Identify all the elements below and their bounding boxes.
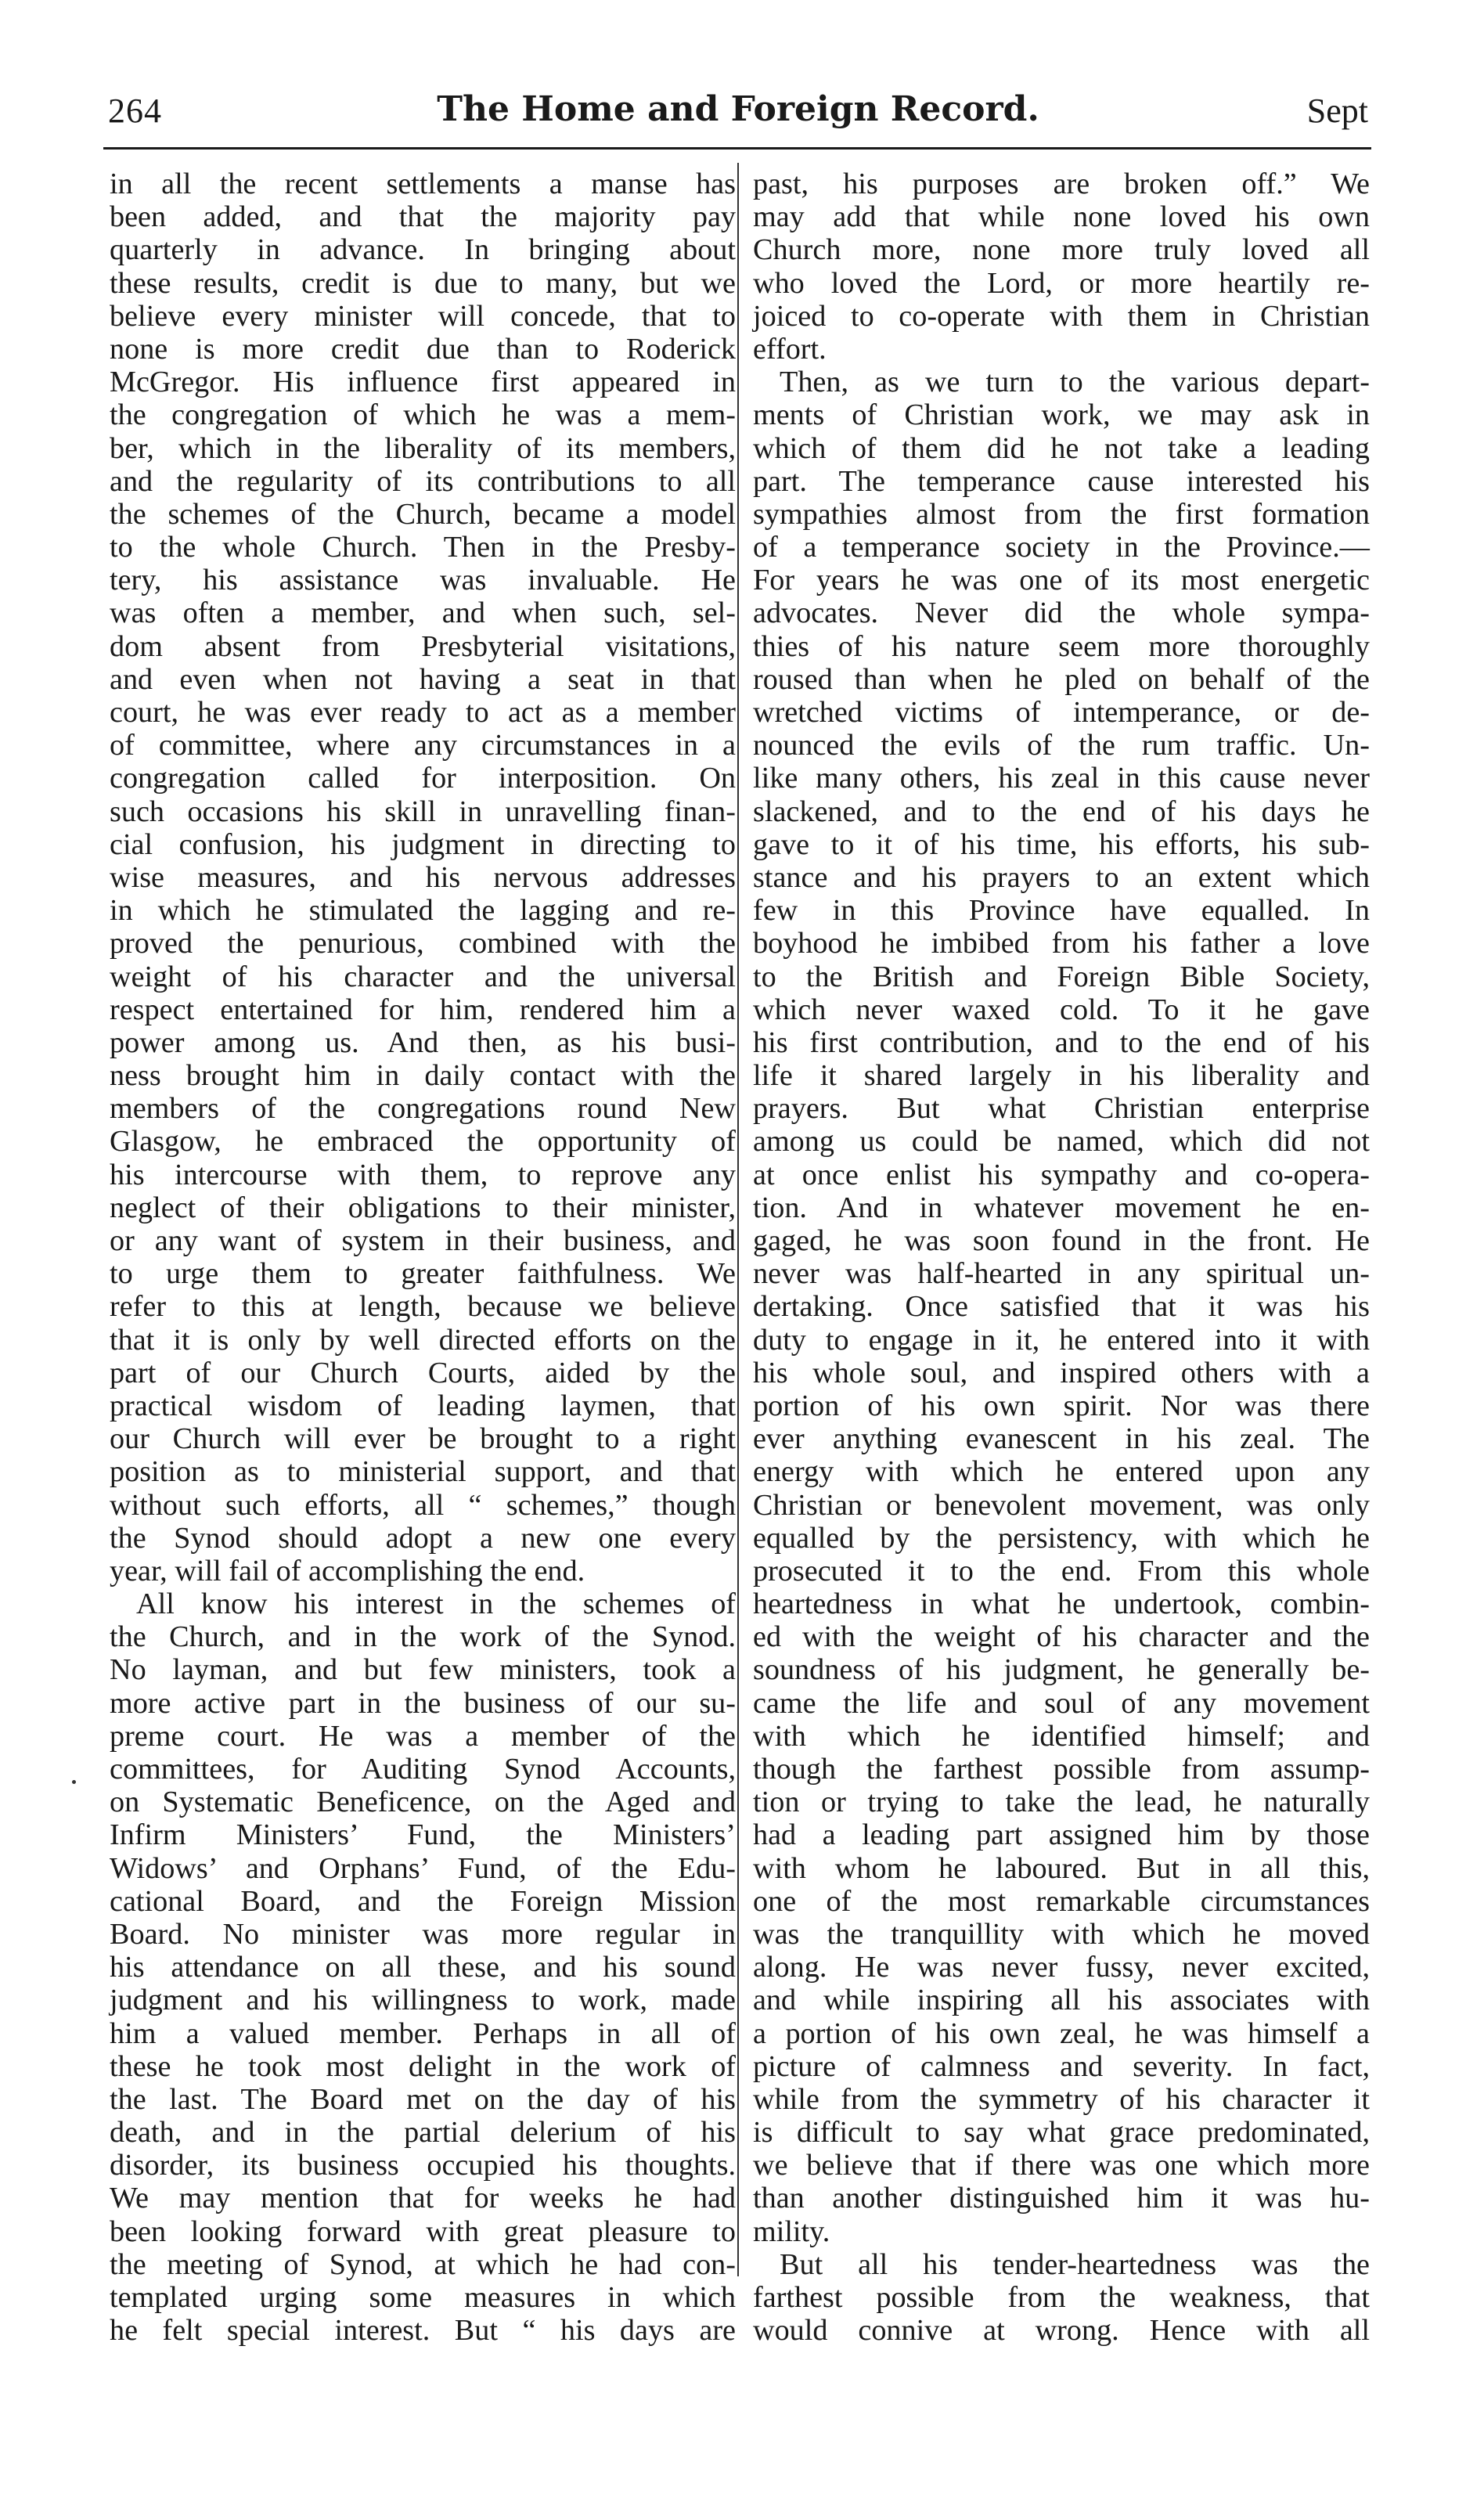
text-line: stance and his prayers to an extent which: [753, 860, 1370, 894]
text-line: congregation called for interposition. On: [110, 762, 736, 795]
text-line: death, and in the partial delerium of his: [110, 2116, 736, 2150]
left-column: [110, 168, 736, 2347]
text-line: such occasions his skill in unravelling finan-: [110, 795, 736, 828]
text-line: cational Board, and the Foreign Mission: [110, 1884, 736, 1918]
text-line: year, will fail of accomplishing the end.: [110, 1554, 585, 1587]
text-line: the schemes of the Church, became a model: [110, 497, 736, 531]
text-line: believe every minister will concede, that to: [110, 299, 736, 333]
text-line: his whole soul, and inspired others with a: [753, 1356, 1370, 1389]
text-line: All know his interest in the schemes of: [136, 1587, 736, 1621]
text-line: farthest possible from the weakness, that: [753, 2281, 1370, 2314]
text-line: past, his purposes are broken off.” We: [753, 168, 1370, 200]
text-line: gave to it of his time, his efforts, his sub-: [753, 827, 1370, 861]
text-line: and the regularity of its contributions to all: [110, 464, 736, 498]
column-divider: [737, 163, 739, 2276]
text-line: at once enlist his sympathy and co-opera-: [753, 1158, 1370, 1191]
text-line: power among us. And then, as his busi-: [110, 1025, 736, 1059]
text-line: dom absent from Presbyterial visitations,: [110, 629, 736, 663]
text-line: and while inspiring all his associates with: [753, 1984, 1370, 2017]
text-line: may add that while none loved his own: [753, 200, 1370, 234]
text-line: ness brought him in daily contact with the: [110, 1059, 736, 1093]
text-line: had a leading part assigned him by those: [753, 1818, 1370, 1852]
text-line: to the whole Church. Then in the Presby-: [110, 531, 736, 564]
running-header: [108, 85, 1368, 139]
text-line: tion or trying to take the lead, he naturally: [753, 1786, 1370, 1819]
text-line: who loved the Lord, or more heartily re-: [753, 266, 1370, 300]
text-line: been added, and that the majority pay: [110, 200, 736, 234]
text-line: wise measures, and his nervous addresses: [110, 860, 736, 894]
text-line: ber, which in the liberality of its members,: [110, 431, 736, 465]
text-line: quarterly in advance. In bringing about: [110, 233, 736, 267]
text-line: Board. No minister was more regular in: [110, 1917, 736, 1951]
text-line: dertaking. Once satisfied that it was his: [753, 1290, 1370, 1324]
text-line: joiced to co-operate with them in Christian: [753, 299, 1370, 333]
text-line: which of them did he not take a leading: [753, 431, 1370, 465]
text-line: Infirm Ministers’ Fund, the Ministers’: [110, 1818, 736, 1852]
text-line: to the British and Foreign Bible Society,: [753, 960, 1370, 993]
text-line: No layman, and but few ministers, took a: [110, 1653, 736, 1687]
text-line: of a temperance society in the Province.—: [753, 531, 1370, 564]
text-line: him a valued member. Perhaps in all of: [110, 2016, 736, 2050]
text-line: we believe that if there was one which more: [753, 2149, 1370, 2182]
text-line: court, he was ever ready to act as a member: [110, 696, 736, 729]
text-line: ever anything evanescent in his zeal. The: [753, 1422, 1370, 1456]
text-line: thies of his nature seem more thoroughly: [753, 629, 1370, 663]
text-line: his attendance on all these, and his sound: [110, 1951, 736, 1984]
right-column: [753, 168, 1370, 2347]
text-line: proved the penurious, combined with the: [110, 927, 736, 960]
text-line: tion. And in whatever movement he en-: [753, 1191, 1370, 1224]
text-line: disorder, its business occupied his thoughts.: [110, 2149, 736, 2182]
text-line: gaged, he was soon found in the front. He: [753, 1224, 1370, 1257]
text-line: committees, for Auditing Synod Accounts,: [110, 1753, 736, 1786]
text-line: to urge them to greater faithfulness. We: [110, 1257, 736, 1291]
text-line: is difficult to say what grace predominated,: [753, 2116, 1370, 2150]
text-line: the congregation of which he was a mem-: [110, 398, 736, 432]
text-line: neglect of their obligations to their minister,: [110, 1191, 736, 1224]
text-line: with which he identified himself; and: [753, 1719, 1370, 1753]
text-line: energy with which he entered upon any: [753, 1455, 1370, 1489]
text-line: prayers. But what Christian enterprise: [753, 1092, 1370, 1126]
text-line: picture of calmness and severity. In fact,: [753, 2049, 1370, 2083]
text-line: while from the symmetry of his character it: [753, 2082, 1370, 2116]
text-line: weight of his character and the universal: [110, 960, 736, 993]
text-line: was often a member, and when such, sel-: [110, 596, 736, 630]
text-line: Then, as we turn to the various depart-: [780, 366, 1370, 399]
text-line: practical wisdom of leading laymen, that: [110, 1389, 736, 1422]
text-line: would connive at wrong. Hence with all: [753, 2314, 1370, 2348]
text-line: But all his tender-heartedness was the: [780, 2247, 1370, 2281]
text-line: boyhood he imbibed from his father a love: [753, 927, 1370, 960]
text-line: of committee, where any circumstances in a: [110, 729, 736, 762]
text-line: was the tranquillity with which he moved: [753, 1917, 1370, 1951]
text-line: the meeting of Synod, at which he had con-: [110, 2247, 736, 2281]
text-line: heartedness in what he undertook, combin-: [753, 1587, 1370, 1621]
text-line: along. He was never fussy, never excited,: [753, 1951, 1370, 1984]
text-line: portion of his own spirit. Nor was there: [753, 1389, 1370, 1422]
page-number: 264: [108, 92, 162, 130]
text-line: with whom he laboured. But in all this,: [753, 1851, 1370, 1885]
text-line: members of the congregations round New: [110, 1092, 736, 1126]
text-line: equalled by the persistency, with which he: [753, 1521, 1370, 1555]
text-line: For years he was one of its most energetic: [753, 564, 1370, 597]
text-line: the last. The Board met on the day of his: [110, 2082, 736, 2116]
text-line: his first contribution, and to the end of his: [753, 1025, 1370, 1059]
text-line: wretched victims of intemperance, or de-: [753, 696, 1370, 729]
text-line: his intercourse with them, to reprove any: [110, 1158, 736, 1191]
text-line: sympathies almost from the first formation: [753, 497, 1370, 531]
text-line: our Church will ever be brought to a right: [110, 1422, 736, 1456]
text-line: duty to engage in it, he entered into it with: [753, 1323, 1370, 1357]
text-line: Church more, none more truly loved all: [753, 233, 1370, 267]
text-line: none is more credit due than to Roderick: [110, 332, 736, 366]
text-line: he felt special interest. But “ his days are: [110, 2314, 736, 2348]
text-line: than another distinguished him it was hu-: [753, 2182, 1370, 2215]
text-line: these he took most delight in the work of: [110, 2049, 736, 2083]
text-line: part. The temperance cause interested his: [753, 464, 1370, 498]
text-line: Glasgow, he embraced the opportunity of: [110, 1125, 736, 1159]
text-line: in all the recent settlements a manse has: [110, 168, 736, 200]
text-line: these results, credit is due to many, but we: [110, 266, 736, 300]
text-line: the Church, and in the work of the Synod.: [110, 1620, 736, 1654]
text-line: cial confusion, his judgment in directing to: [110, 827, 736, 861]
text-line: more active part in the business of our su-: [110, 1686, 736, 1720]
running-month: Sept: [1306, 92, 1368, 130]
text-line: advocates. Never did the whole sympa-: [753, 596, 1370, 630]
text-line: or any want of system in their business, and: [110, 1224, 736, 1257]
text-line: judgment and his willingness to work, made: [110, 1984, 736, 2017]
text-line: without such efforts, all “ schemes,” though: [110, 1488, 736, 1522]
text-line: life it shared largely in his liberality and: [753, 1059, 1370, 1093]
text-line: respect entertained for him, rendered him a: [110, 993, 736, 1026]
text-line: never was half-hearted in any spiritual un-: [753, 1257, 1370, 1291]
text-line: Christian or benevolent movement, was only: [753, 1488, 1370, 1522]
text-line: and even when not having a seat in that: [110, 662, 736, 696]
text-line: in which he stimulated the lagging and re-: [110, 894, 736, 928]
text-line: like many others, his zeal in this cause never: [753, 762, 1370, 795]
text-line: nounced the evils of the rum traffic. Un-: [753, 729, 1370, 762]
text-line: preme court. He was a member of the: [110, 1719, 736, 1753]
header-rule: [103, 147, 1371, 150]
stray-ink-mark: [72, 1780, 76, 1784]
text-line: came the life and soul of any movement: [753, 1686, 1370, 1720]
text-line: which never waxed cold. To it he gave: [753, 993, 1370, 1026]
text-line: soundness of his judgment, he generally be-: [753, 1653, 1370, 1687]
text-line: We may mention that for weeks he had: [110, 2182, 736, 2215]
text-line: though the farthest possible from assump-: [753, 1753, 1370, 1786]
text-line: ments of Christian work, we may ask in: [753, 398, 1370, 432]
text-line: templated urging some measures in which: [110, 2281, 736, 2314]
text-line: McGregor. His influence first appeared in: [110, 366, 736, 399]
text-line: part of our Church Courts, aided by the: [110, 1356, 736, 1389]
running-title: The Home and Foreign Record.: [437, 89, 1039, 129]
text-line: that it is only by well directed efforts on the: [110, 1323, 736, 1357]
text-line: prosecuted it to the end. From this whole: [753, 1554, 1370, 1587]
text-line: among us could be named, which did not: [753, 1125, 1370, 1159]
text-line: the Synod should adopt a new one every: [110, 1521, 736, 1555]
text-line: roused than when he pled on behalf of the: [753, 662, 1370, 696]
text-line: refer to this at length, because we believe: [110, 1290, 736, 1324]
text-line: tery, his assistance was invaluable. He: [110, 564, 736, 597]
text-line: position as to ministerial support, and that: [110, 1455, 736, 1489]
text-line: few in this Province have equalled. In: [753, 894, 1370, 928]
text-line: mility.: [753, 2215, 830, 2248]
text-line: on Systematic Beneficence, on the Aged and: [110, 1786, 736, 1819]
text-line: been looking forward with great pleasure to: [110, 2215, 736, 2248]
text-line: a portion of his own zeal, he was himself a: [753, 2016, 1370, 2050]
text-line: slackened, and to the end of his days he: [753, 795, 1370, 828]
text-line: ed with the weight of his character and the: [753, 1620, 1370, 1654]
text-line: Widows’ and Orphans’ Fund, of the Edu-: [110, 1851, 736, 1885]
text-line: one of the most remarkable circumstances: [753, 1884, 1370, 1918]
text-line: effort.: [753, 332, 827, 366]
